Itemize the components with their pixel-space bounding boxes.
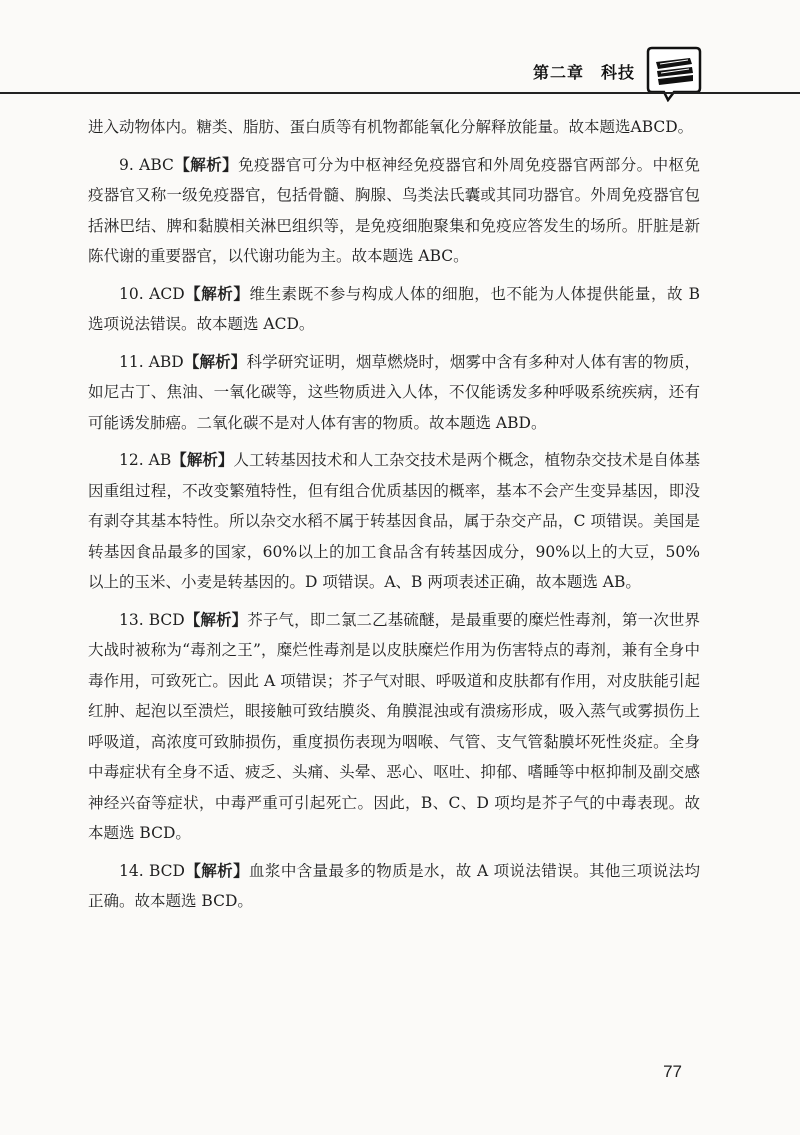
answer-number: 13. BCD	[119, 610, 185, 629]
analysis-tag: 【解析】	[173, 155, 239, 174]
page-number: 77	[663, 1062, 682, 1081]
answer-number: 12. AB	[119, 451, 172, 469]
answer-explanations	[88, 112, 700, 924]
analysis-tag: 【解析】	[184, 861, 249, 880]
answer-number: 10. ACD	[119, 284, 185, 303]
answer-text: 维生素既不参与构成人体的细胞，也不能为人体提供能量，故 B 选项说法错误。故本题选 ACD。	[88, 284, 700, 333]
answer-item-14	[88, 856, 700, 917]
answer-text: 免疫器官可分为中枢神经免疫器官和外周免疫器官两部分。中枢免疫器官又称一级免疫器官，包括骨髓、胸腺、鸟类法氏囊或其同功器官。外周免疫器官包括淋巴结、脾和黏膜相关淋巴组织等，是免疫细胞聚集和免疫应答发生的场所。肝脏是新陈代谢的重要器官，以代谢功能为主。故本题选 ABC。	[88, 155, 700, 265]
paragraph-text: 进入动物体内。糖类、脂肪、蛋白质等有机物都能氧化分解释放能量。故本题选ABCD。	[88, 118, 694, 136]
answer-item-9	[88, 150, 700, 272]
answer-text: 血浆中含量最多的物质是水，故 A 项说法错误。其他三项说法均正确。故本题选 BCD。	[88, 861, 700, 910]
answer-item-10	[88, 279, 700, 340]
answer-item-11	[88, 347, 700, 439]
chapter-title: 第二章 科技	[532, 63, 635, 82]
analysis-tag: 【解析】	[184, 610, 248, 629]
answer-number: 14. BCD	[119, 861, 185, 880]
answer-text: 科学研究证明，烟草燃烧时，烟雾中含有多种对人体有害的物质，如尼古丁、焦油、一氧化碳等，这些物质进入人体，不仅能诱发多种呼吸系统疾病，还有可能诱发肺癌。二氧化碳不是对人体有害的物质。故本题选 ABD。	[88, 352, 700, 432]
answer-number: 9. ABC	[119, 155, 174, 174]
answer-item-13	[88, 605, 700, 849]
analysis-tag: 【解析】	[171, 451, 234, 469]
analysis-tag: 【解析】	[184, 284, 250, 303]
answer-item-12	[88, 445, 700, 598]
answer-text: 人工转基因技术和人工杂交技术是两个概念，植物杂交技术是自体基因重组过程，不改变繁殖特性，但有组合优质基因的概率，基本不会产生变异基因，即没有剥夺其基本特性。所以杂交水稻不属于转基因食品，属于杂交产品，C 项错误。美国是转基因食品最多的国家，60%以上的加工食品含有转基因成分，90%以上的大豆，50%以上的玉米、小麦是转基因的。D 项错误。A、B 两项表述正确，故本题选 AB。	[88, 451, 700, 591]
page-header	[0, 0, 800, 96]
header-rule	[0, 92, 800, 94]
analysis-tag: 【解析】	[183, 352, 247, 371]
answer-number: 11. ABD	[119, 352, 184, 371]
answer-text: 芥子气，即二氯二乙基硫醚，是最重要的糜烂性毒剂，第一次世界大战时被称为“毒剂之王”，糜烂性毒剂是以皮肤糜烂作用为伤害特点的毒剂，兼有全身中毒作用，可致死亡。因此 A 项错误；芥子气对眼、呼吸道和皮肤都有作用，对皮肤能引起红肿、起泡以至溃烂，眼接触可致结膜炎、角膜混浊或有溃疡形成，吸入蒸气或雾损伤上呼吸道，高浓度可致肺损伤，重度损伤表现为咽喉、气管、支气管黏膜坏死性炎症。全身中毒症状有全身不适、疲乏、头痛、头晕、恶心、呕吐、抑郁、嗜睡等中枢抑制及副交感神经兴奋等症状，中毒严重可引起死亡。因此，B、C、D 项均是芥子气的中毒表现。故本题选 BCD。	[88, 610, 700, 842]
paragraph-continuation	[88, 112, 700, 143]
